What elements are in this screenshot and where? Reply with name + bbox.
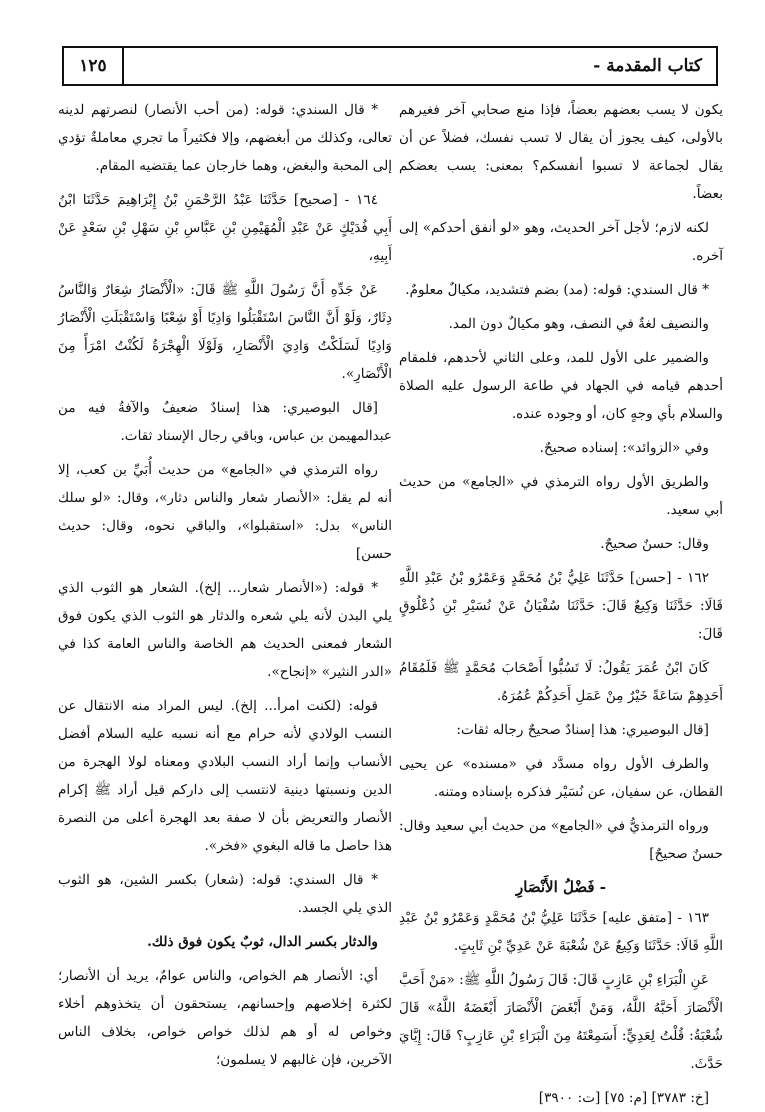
text-paragraph: والطريق الأول رواه الترمذي في «الجامع» من حديث أبي سعيد. [399, 474, 723, 518]
text-paragraph: كَانَ ابْنُ عُمَرَ يَقُولُ: لَا تَسُبُّوا أَصْحَابَ مُحَمَّدٍ ﷺ فَلَمُقَامُ أَحَدِهِمْ سَاعَةً خَيْرٌ مِنْ عَمَلِ أَحَدِكُمْ عُمُرَهُ. [399, 660, 723, 704]
text-paragraph: ١٦٢ - [حسن] حَدَّثَنَا عَلِيُّ بْنُ مُحَمَّدٍ وَعَمْرُو بْنُ عَبْدِ اللَّهِ قَالَا: حَدَّثَنَا وَكِيعٌ قَالَ: حَدَّثَنَا سُفْيَانُ عَنْ نُسَيْرِ بْنِ ذُعْلُوقٍ قَالَ: [399, 570, 723, 642]
text-paragraph: أي: الأنصار هم الخواص، والناس عوامٌ، يريد أن الأنصار؛ لكثرة إخلاصهم وإحسانهم، يستحقون أن يتخذوهم أخلاء وخواص له أو هم لذلك خواص خواص، بخلاف الناس الآخرين، فإن غالبهم لا يسلمون؛ [58, 968, 392, 1068]
text-paragraph: لكنه لازم؛ لأجل آخر الحديث، وهو «لو أنفق أحدكم» إلى آخره. [399, 220, 723, 264]
left-text-column [58, 96, 392, 1096]
text-paragraph: [خ: ٣٧٨٣] [م: ٧٥] [ت: ٣٩٠٠] [538, 1090, 709, 1106]
right-text-column [399, 96, 723, 1106]
text-paragraph: والضمير على الأول للمد، وعلى الثاني لأحدهم، فلمقام أحدهم قيامه في الجهاد في طاعة الرسول عليه الصلاة والسلام بأي وجهٍ كان، أو وجوده عنده. [399, 350, 723, 422]
text-paragraph: * قال السندي: قوله: (مد) بضم فتشديد، مكيالٌ معلومٌ. [405, 282, 709, 298]
text-paragraph: يكون لا يسب بعضهم بعضاً، فإذا منع صحابي آخر فغيرهم بالأولى، كيف يجوز أن يقال لا تسب نفسك، فضلاً عن أن يقال لجماعة لا تسبوا أنفسكم؟ بمعنى: يسب بعضكم بعضاً. [399, 102, 723, 202]
text-paragraph: قوله: (لكنت امرأ... إلخ). ليس المراد منه الانتقال عن النسب الولادي لأنه حرام مع أنه نسبه عليه السلام أفضل الأنساب وإنما أراد النسب البلادي ومعناه لولا الهجرة من الدين ونسبتها دينية لانتسب إلى داركم قيل أراد ﷺ إكرام الأنصار والتعريض بأن لا صفة بعد الهجرة أعلى من النصرة هذا حاصل ما قاله البغوي «فخر». [58, 698, 392, 854]
text-paragraph: وفي «الزوائد»: إسناده صحيحٌ. [539, 440, 709, 456]
text-paragraph: والطرف الأول رواه مسدَّد في «مسنده» عن يحيى القطان، عن سفيان، عن نُسَيْر فذكره بإسناده ومتنه. [399, 756, 723, 800]
text-paragraph: * قال السندي: قوله: (شعار) بكسر الشين، هو الثوب الذي يلي الجسد. [58, 872, 392, 916]
text-paragraph: [قال البوصيري: هذا إسنادٌ ضعيفٌ والآفةُ فيه من عبدالمهيمن بن عباس، وباقي رجال الإسناد ثقات. [58, 400, 392, 444]
text-paragraph: [قال البوصيري: هذا إسنادٌ صحيحٌ رجاله ثقات: [456, 722, 709, 738]
text-paragraph: وقال: حسنٌ صحيحٌ. [600, 536, 709, 552]
text-paragraph: عَنِ الْبَرَاءِ بْنِ عَازِبٍ قَالَ: قَالَ رَسُولُ اللَّهِ ﷺ: «مَنْ أَحَبَّ الْأَنْصَارَ أَحَبَّهُ اللَّهُ، وَمَنْ أَبْغَضَ الْأَنْصَارَ أَبْغَضَهُ اللَّهُ» قَالَ شُعْبَةُ: قُلْتُ لِعَدِيٍّ: أَسَمِعْتَهُ مِنَ الْبَرَاءِ بْنِ عَازِبٍ؟ قَالَ: إِيَّايَ حَدَّثَ. [399, 972, 723, 1072]
section-heading: - فَضْلُ الأَنْصَارِ [516, 878, 606, 896]
book-title: كتاب المقدمة - [593, 56, 702, 76]
text-paragraph: والدثار بكسر الدال، ثوبٌ يكون فوق ذلك. [147, 934, 378, 950]
text-paragraph: * قوله: («الأنصار شعار... إلخ). الشعار هو الثوب الذي يلي البدن لأنه يلي شعره والدثار هو الثوب الذي يكون فوق الشعار فمعنى الحديث هم الخاصة والناس العامة كذا في «الدر النثير» «إنجاح». [58, 580, 392, 680]
text-paragraph: والنصيف لغةٌ في النصف، وهو مكيالٌ دون المد. [448, 316, 709, 332]
text-paragraph: عَنْ جَدِّهِ أَنَّ رَسُولَ اللَّهِ ﷺ قَالَ: «الْأَنْصَارُ شِعَارٌ وَالنَّاسُ دِثَارٌ، وَلَوْ أَنَّ النَّاسَ اسْتَقْبَلُوا وَادِيًا أَوْ شِعْبًا وَاسْتَقْبَلَتِ الْأَنْصَارُ وَادِيًا لَسَلَكْتُ وَادِيَ الْأَنْصَارِ، وَلَوْلَا الْهِجْرَةُ لَكُنْتُ امْرَأً مِنَ الْأَنْصَارِ». [58, 282, 392, 382]
page-header [62, 46, 718, 86]
text-paragraph: * قال السندي: قوله: (من أحب الأنصار) لنصرتهم لدينه تعالى، وكذلك من أبغضهم، وإلا فكثيراً ما تجري معاملةٌ تؤدي إلى المحبة والبغض، وهما خارجان عما يقتضيه المقام. [58, 102, 392, 174]
text-paragraph: ١٦٣ - [متفق عليه] حَدَّثَنَا عَلِيُّ بْنُ مُحَمَّدٍ وَعَمْرُو بْنُ عَبْدِ اللَّهِ قَالَا: حَدَّثَنَا وَكِيعٌ عَنْ شُعْبَةَ عَنْ عَدِيِّ بْنِ ثَابِتٍ. [399, 910, 723, 954]
text-paragraph: ورواه الترمذيُّ في «الجامع» من حديث أبي سعيد وقال: حسنٌ صحيحٌ] [399, 818, 723, 862]
text-paragraph: رواه الترمذي في «الجامع» من حديث أُبَيِّ بن كعب، إلا أنه لم يقل: «الأنصار شعار والناس دثار»، وقال: «لو سلك الناس» بدل: «استقبلوا»، والباقي نحوه، وقال: حديث حسن] [58, 462, 392, 562]
text-paragraph: ١٦٤ - [صحيح] حَدَّثَنَا عَبْدُ الرَّحْمَنِ بْنُ إِبْرَاهِيمَ حَدَّثَنَا ابْنُ أَبِي فُدَيْكٍ عَنْ عَبْدِ الْمُهَيْمِنِ بْنِ عَبَّاسِ بْنِ سَهْلِ بْنِ سَعْدٍ عَنْ أَبِيهِ، [58, 192, 392, 264]
page-number: ١٢٥ [64, 48, 124, 84]
